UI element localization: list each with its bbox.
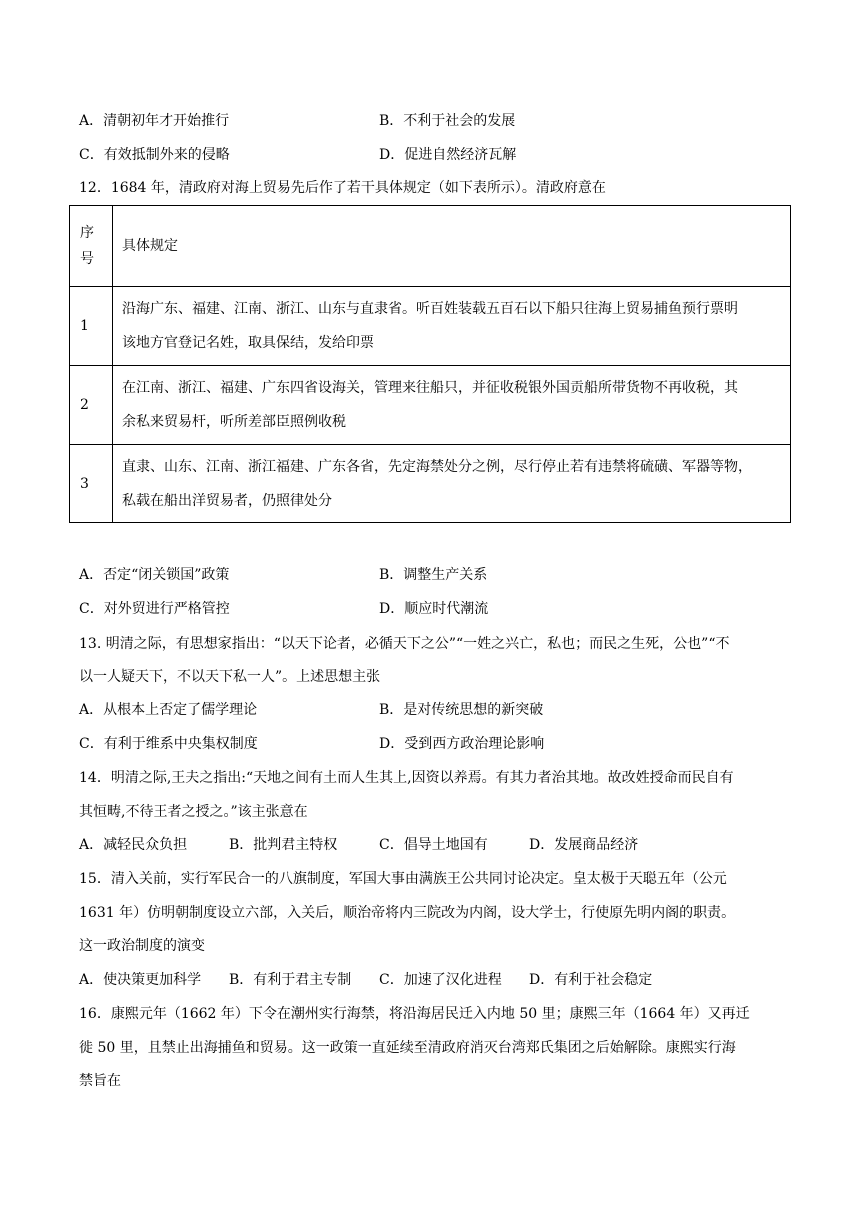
row-text <box>113 287 791 366</box>
q15-stem-line: 这一政治制度的演变 <box>79 938 205 954</box>
q12-stem: 12．1684 年，清政府对海上贸易先后作了若干具体规定（如下表所示）。清政府意在 <box>79 180 606 196</box>
q13-stem-line: 13. 明清之际，有思想家指出：“以天下论者，必循天下之公”“一姓之兴亡，私也；而民之生死，公也”“不 <box>79 636 730 652</box>
q15-option-d[interactable]: D．有利于社会稳定 <box>529 972 653 988</box>
q12-option-a[interactable]: A．否定“闭关锁国”政策 <box>79 567 230 583</box>
q15-option-c[interactable]: C．加速了汉化进程 <box>379 972 502 988</box>
row-line: 在江南、浙江、福建、广东四省设海关，管理来往船只，并征收税银外国贡船所带货物不再收税，其 <box>122 380 738 396</box>
table-row <box>70 287 791 366</box>
q14-option-b[interactable]: B．批判君主特权 <box>229 837 338 853</box>
q14-option-c[interactable]: C．倡导土地国有 <box>379 837 488 853</box>
table-row <box>70 366 791 445</box>
q16-stem-line: 16．康熙元年（1662 年）下令在潮州实行海禁，将沿海居民迁入内地 50 里；康熙三年（1664 年）又再迁 <box>79 1006 750 1022</box>
q15-stem-line: 15．清入关前，实行军民合一的八旗制度，军国大事由满族王公共同讨论决定。皇太极于天聪五年（公元 <box>79 871 727 887</box>
q12-rules-table <box>69 205 791 523</box>
row-num: 3 <box>70 445 113 523</box>
q12-option-c[interactable]: C．对外贸进行严格管控 <box>79 601 230 617</box>
header-num-cell <box>70 206 113 287</box>
row-line: 直隶、山东、江南、浙江福建、广东各省，先定海禁处分之例，尽行停止若有违禁将硫磺、军器等物， <box>122 458 752 475</box>
header-num-char: 序 <box>80 225 94 241</box>
q15-option-a[interactable]: A．使决策更加科学 <box>79 972 202 988</box>
q11-option-d[interactable]: D．促进自然经济瓦解 <box>379 147 517 163</box>
q11-option-a[interactable]: A．清朝初年才开始推行 <box>79 113 230 129</box>
q15-stem-line: 1631 年）仿明朝制度设立六部，入关后，顺治帝将内三院改为内阁，设大学士，行使原先明内阁的职责。 <box>79 905 736 921</box>
row-line: 该地方官登记名姓，取具保结，发给印票 <box>122 335 374 351</box>
table-header-row <box>70 206 791 287</box>
q13-option-b[interactable]: B．是对传统思想的新突破 <box>379 702 544 718</box>
q13-option-c[interactable]: C．有利于维系中央集权制度 <box>79 736 258 752</box>
row-text <box>113 366 791 445</box>
q11-option-c[interactable]: C．有效抵制外来的侵略 <box>79 147 230 163</box>
q12-option-d[interactable]: D．顺应时代潮流 <box>379 601 489 617</box>
header-text-cell: 具体规定 <box>113 206 791 287</box>
q13-option-d[interactable]: D．受到西方政治理论影响 <box>379 736 545 752</box>
q11-option-b[interactable]: B．不利于社会的发展 <box>379 113 516 129</box>
q14-option-d[interactable]: D．发展商品经济 <box>529 837 639 853</box>
q16-stem-line: 徙 50 里，且禁止出海捕鱼和贸易。这一政策一直延续至清政府消灭台湾郑氏集团之后始解除。康熙实行海 <box>79 1040 736 1056</box>
q16-stem-line: 禁旨在 <box>79 1073 121 1089</box>
header-num-char: 号 <box>80 251 94 267</box>
row-line: 余私来贸易杆，听所差部臣照例收税 <box>122 414 346 430</box>
row-line: 私载在船出洋贸易者，仍照律处分 <box>122 492 332 509</box>
q12-option-b[interactable]: B．调整生产关系 <box>379 567 488 583</box>
table-row <box>70 445 791 523</box>
q14-option-a[interactable]: A．减轻民众负担 <box>79 837 188 853</box>
row-num: 1 <box>70 287 113 366</box>
q13-option-a[interactable]: A．从根本上否定了儒学理论 <box>79 702 258 718</box>
q13-stem-line: 以一人疑天下，不以天下私一人”。上述思想主张 <box>79 669 381 685</box>
row-text <box>113 445 791 523</box>
q14-stem-line: 其恒畴,不待王者之授之。”该主张意在 <box>79 804 308 820</box>
q15-option-b[interactable]: B．有利于君主专制 <box>229 972 352 988</box>
row-line: 沿海广东、福建、江南、浙江、山东与直隶省。听百姓装载五百石以下船只往海上贸易捕鱼预行票明 <box>122 301 738 317</box>
q14-stem-line: 14．明清之际,王夫之指出:“天地之间有土而人生其上,因资以养焉。有其力者治其地。故改姓授命而民自有 <box>79 770 734 786</box>
row-num: 2 <box>70 366 113 445</box>
